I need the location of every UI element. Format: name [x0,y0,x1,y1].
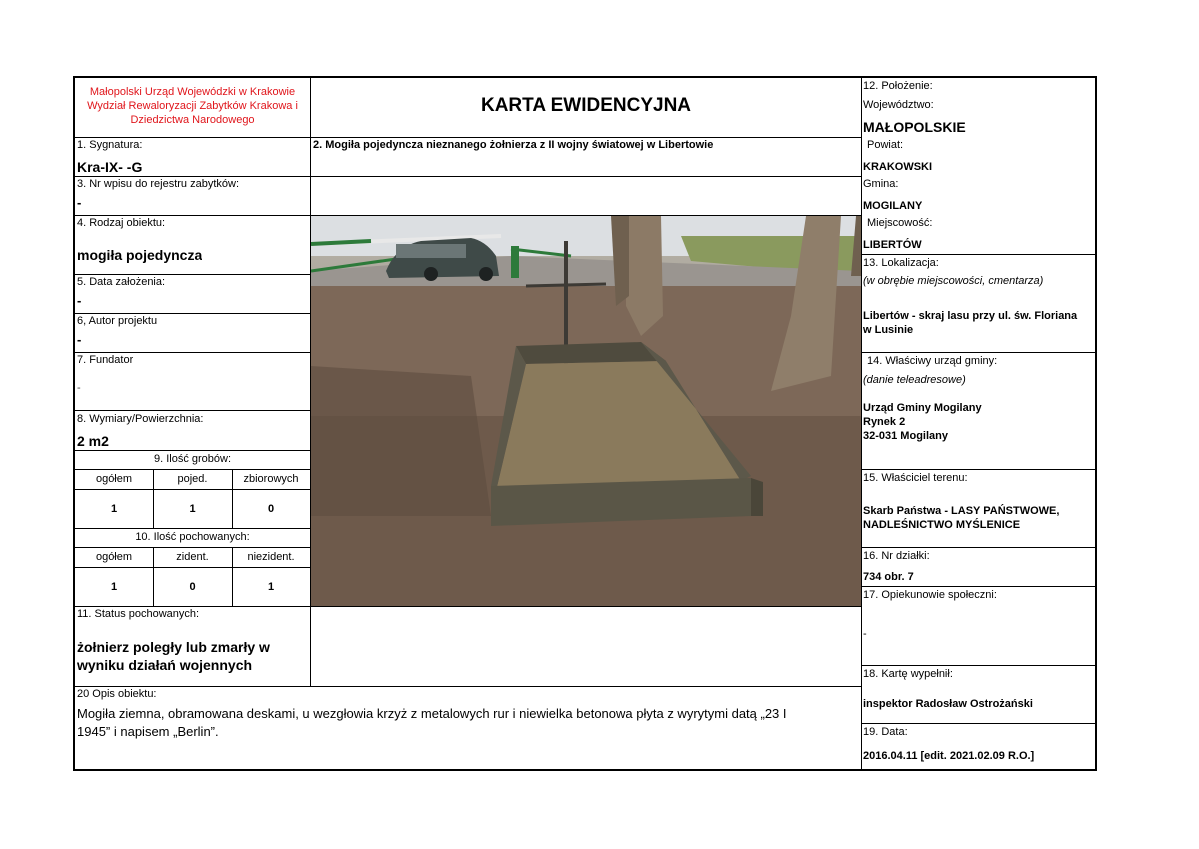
wlasciciel-label: 15. Właściciel terenu: [863,472,968,484]
urzad-line-2: Rynek 2 [863,416,906,428]
polozenie-label: 12. Położenie: [863,80,933,92]
wlasciciel-line-2: NADLEŚNICTWO MYŚLENICE [863,519,1021,531]
autor-value: - [77,332,82,347]
institution-line-1: Małopolski Urząd Wojewódzki w Krakowie [89,86,296,98]
record-card [73,76,1097,771]
karte-value: inspektor Radosław Ostrożański [863,698,1033,710]
lokalizacja-value [863,309,1097,337]
status-label: 11. Status pochowanych: [77,608,200,620]
dzialka-value: 734 obr. 7 [863,571,914,583]
opis-value [77,705,859,741]
pochowanych-col-niezident: niezident. [247,551,295,563]
lokalizacja-line-1: Libertów - skraj lasu przy ul. św. Floriana [863,310,1078,322]
opiekunowie-label: 17. Opiekunowie społeczni: [863,589,997,601]
powiat-label: Powiat: [867,139,904,151]
wojewodztwo-label: Województwo: [863,99,934,111]
data-zalozenia-value: - [77,293,82,308]
pochowanych-val-niezident: 1 [267,581,275,593]
opis-label: 20 Opis obiektu: [77,688,157,700]
miejscowosc-value: LIBERTÓW [863,239,922,251]
grave-photo [311,216,861,606]
gmina-value: MOGILANY [863,200,923,212]
data-value: 2016.04.11 [edit. 2021.02.09 R.O.] [863,750,1035,762]
grobow-col-zbiorowych: zbiorowych [243,473,299,485]
miejscowosc-label: Miejscowość: [867,217,933,229]
grobow-col-pojed: pojed. [177,473,208,485]
gmina-label: Gmina: [863,178,899,190]
wlasciciel-value [863,504,1097,532]
karte-label: 18. Kartę wypełnił: [863,668,953,680]
institution-line-3: Dziedzictwa Narodowego [130,114,255,126]
pochowanych-col-ogolem: ogółem [95,551,133,563]
urzad-hint: (danie teleadresowe) [863,374,966,386]
institution-line-2: Wydział Rewaloryzacji Zabytków Krakowa i [87,100,298,112]
powiat-value: KRAKOWSKI [863,161,933,173]
rodzaj-label: 4. Rodzaj obiektu: [77,217,166,229]
grobow-col-ogolem: ogółem [95,473,133,485]
grobow-val-zbiorowych: 0 [267,503,275,515]
wojewodztwo-value: MAŁOPOLSKIE [863,119,966,135]
opis-line-2: 1945” i napisem „Berlin”. [77,724,219,739]
nr-wpisu-value: - [77,195,82,210]
pochowanych-col-zident: zident. [176,551,209,563]
status-value [77,638,309,674]
data-label: 19. Data: [863,726,908,738]
grobow-val-pojed: 1 [189,503,196,515]
opiekunowie-value: - [863,628,867,640]
sygnatura-value: Kra-IX- -G [77,159,143,175]
status-line-2: wyniku działań wojennych [77,657,253,673]
wlasciciel-line-1: Skarb Państwa - LASY PAŃSTWOWE, [863,505,1060,517]
data-zalozenia-label: 5. Data założenia: [77,276,166,288]
lokalizacja-label: 13. Lokalizacja: [863,257,939,269]
grobow-label: 9. Ilość grobów: [153,453,232,465]
wymiary-label: 8. Wymiary/Powierzchnia: [77,413,204,425]
urzad-label: 14. Właściwy urząd gminy: [867,355,998,367]
lokalizacja-line-2: w Lusinie [863,324,914,336]
urzad-line-1: Urząd Gminy Mogilany [863,402,982,414]
urzad-value [863,401,1097,443]
rodzaj-value: mogiła pojedyncza [77,247,203,263]
opis-line-1: Mogiła ziemna, obramowana deskami, u wezgłowia krzyż z metalowych rur i niewielka betonowa płyta z wyrytymi datą „23 I [77,706,787,721]
status-line-1: żołnierz poległy lub zmarły w [77,639,270,655]
grobow-val-ogolem: 1 [110,503,118,515]
institution-name [77,85,308,127]
card-title: KARTA EWIDENCYJNA [480,95,692,116]
object-title: 2. Mogiła pojedyncza nieznanego żołnierza z II wojny światowej w Libertowie [313,139,714,151]
sygnatura-label: 1. Sygnatura: [77,139,143,151]
fundator-value: - [77,382,81,394]
pochowanych-val-zident: 0 [189,581,196,593]
fundator-label: 7. Fundator [77,354,134,366]
nr-wpisu-label: 3. Nr wpisu do rejestru zabytków: [77,178,240,190]
dzialka-label: 16. Nr działki: [863,550,930,562]
pochowanych-label: 10. Ilość pochowanych: [135,531,250,543]
urzad-line-3: 32-031 Mogilany [863,430,948,442]
lokalizacja-hint: (w obrębie miejscowości, cmentarza) [863,275,1044,287]
pochowanych-val-ogolem: 1 [110,581,118,593]
wymiary-value: 2 m2 [77,433,109,449]
autor-label: 6, Autor projektu [77,315,158,327]
